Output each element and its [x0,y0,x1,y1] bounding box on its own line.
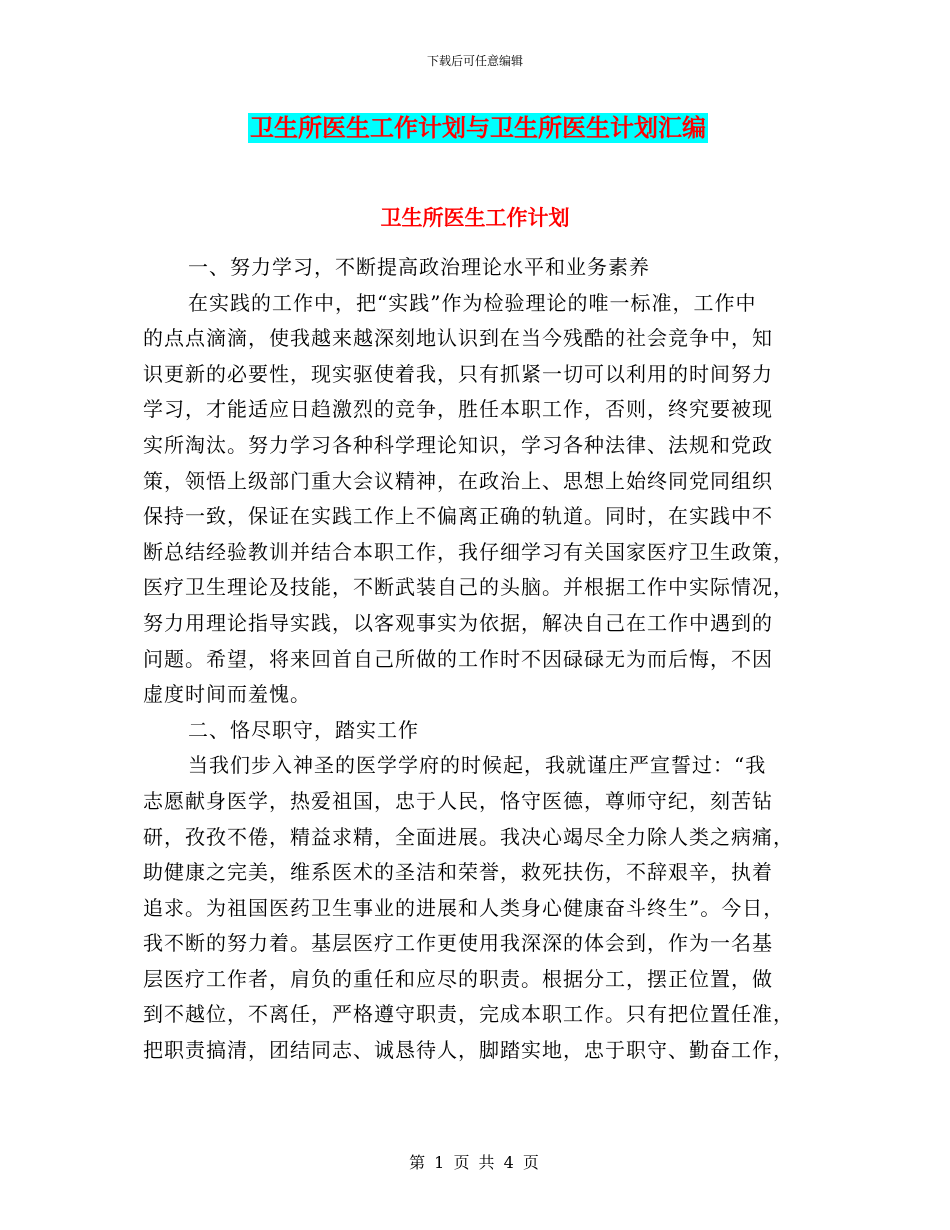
paragraph-line: 问题。希望，将来回首自己所做的工作时不因碌碌无为而后悔，不因 [143,646,773,671]
heading-duty: 二、恪尽职守，踏实工作 [188,717,419,742]
paragraph-line: 识更新的必要性，现实驱使着我，只有抓紧一切可以利用的时间努力 [143,361,773,386]
paragraph-line: 我不断的努力着。基层医疗工作更使用我深深的体会到，作为一名基 [143,931,773,956]
paragraph-line: 追求。为祖国医药卫生事业的进展和人类身心健康奋斗终生”。今日， [143,895,785,920]
paragraph-line: 助健康之完美，维系医术的圣洁和荣誉，救死扶伤，不辞艰辛，执着 [143,860,773,885]
document-title: 卫生所医生工作计划与卫生所医生计划汇编 [250,113,706,142]
paragraph-line: 努力用理论指导实践，以客观事实为依据，解决自己在工作中遇到的 [143,610,773,635]
paragraph-line: 的点点滴滴，使我越来越深刻地认识到在当今残酷的社会竞争中，知 [143,326,773,351]
body-text [143,250,807,1069]
paragraph-line: 到不越位，不离任，严格遵守职责，完成本职工作。只有把位置任准， [143,1002,794,1027]
heading-study: 一、努力学习，不断提高政治理论水平和业务素养 [188,255,650,279]
header-note: 下载后可任意编辑 [426,54,523,68]
paragraph-line: 学习，才能适应日趋激烈的竞争，胜任本职工作，否则，终究要被现 [143,397,773,422]
paragraph-line: 把职责搞清，团结同志、诚恳待人，脚踏实地，忠于职守、勤奋工作， [143,1038,794,1063]
paragraph-line: 层医疗工作者，肩负的重任和应尽的职责。根据分工，摆正位置，做 [143,966,773,991]
paragraph-line: 保持一致，保证在实践工作上不偏离正确的轨道。同时，在实践中不 [143,504,773,529]
paragraph-line: 医疗卫生理论及技能，不断武装自己的头脑。并根据工作中实际情况， [143,575,794,600]
paragraph-line: 虚度时间而羞愧。 [143,682,311,707]
paragraph-line: 当我们步入神圣的医学学府的时候起，我就谨庄严宣誓过：“我 [188,753,767,778]
paragraph-line: 志愿献身医学，热爱祖国，忠于人民，恪守医德，尊师守纪，刻苦钻 [143,788,773,813]
paragraph-line: 在实践的工作中，把“实践”作为检验理论的唯一标准，工作中 [188,290,757,315]
paragraph-line: 断总结经验教训并结合本职工作，我仔细学习有关国家医疗卫生政策， [143,539,794,564]
paragraph-line: 策，领悟上级部门重大会议精神，在政治上、思想上始终同党同组织 [143,468,773,493]
section-title: 卫生所医生工作计划 [380,205,570,230]
page-footer: 第 1 页 共 4 页 [409,1153,541,1172]
paragraph-line: 实所淘汰。努力学习各种科学理论知识，学习各种法律、法规和党政 [143,432,773,457]
paragraph-line: 研，孜孜不倦，精益求精，全面进展。我决心竭尽全力除人类之病痛， [143,824,794,849]
